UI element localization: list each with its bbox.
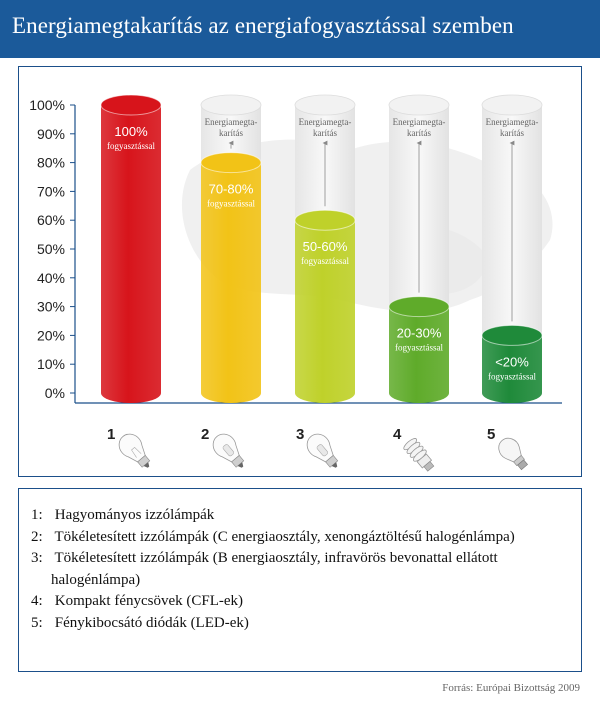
legend-number: 4: — [31, 593, 43, 609]
y-tick-label: 80% — [36, 154, 65, 171]
bar-sublabel: fogyasztással — [301, 256, 349, 267]
bar-sublabel: fogyasztással — [107, 141, 155, 151]
bar-4 — [389, 95, 449, 403]
bar-top — [101, 95, 161, 115]
savings-label: Energiamegta-karítás — [485, 117, 539, 138]
savings-label: Energiamegta-karítás — [204, 117, 258, 138]
bar-top — [295, 210, 355, 230]
y-tick-label: 100% — [29, 97, 65, 113]
bulb-icons — [114, 429, 532, 474]
bar-2 — [201, 95, 261, 403]
bar-5 — [482, 95, 542, 403]
x-tick-label: 5 — [487, 426, 496, 443]
y-tick-label: 20% — [36, 327, 65, 344]
bar-sublabel: fogyasztással — [207, 198, 255, 209]
bar-top — [389, 297, 449, 317]
bar-sublabel: fogyasztással — [395, 342, 443, 353]
legend-number: 5: — [31, 614, 43, 631]
y-tick-label: 40% — [36, 269, 65, 286]
y-tick-label: 60% — [36, 212, 65, 229]
bar-savings-top — [295, 95, 355, 115]
legend-text: Tökéletesített izzólámpák (B energiaosztály, infravörös bevonattal ellátott — [51, 550, 498, 566]
legend-box — [18, 488, 582, 672]
y-tick-label: 0% — [44, 385, 65, 401]
led-bulb-icon — [494, 434, 532, 474]
bar-top — [482, 325, 542, 345]
legend-text: Hagyományos izzólámpák — [51, 507, 215, 523]
bar-1 — [101, 95, 161, 403]
legend-item — [31, 548, 571, 591]
y-tick-label: 10% — [36, 356, 65, 373]
bar-value-label: 100% — [114, 124, 148, 139]
legend-item — [31, 613, 571, 635]
bar-top — [201, 153, 261, 173]
x-axis-labels — [107, 426, 495, 443]
page-title: Energiamegtakarítás az energiafogyasztással szemben — [12, 13, 514, 38]
savings-label: Energiamegta-karítás — [392, 117, 446, 138]
legend-number: 3: — [31, 550, 43, 566]
x-tick-label: 1 — [107, 426, 116, 443]
x-tick-label: 3 — [296, 426, 305, 443]
legend-text-continued: halogénlámpa) — [51, 571, 141, 588]
bar-value-label: 70-80% — [208, 181, 254, 197]
bar-value-label: <20% — [495, 354, 529, 370]
bar-value-label: 50-60% — [302, 239, 348, 255]
source-note: Forrás: Európai Bizottság 2009 — [442, 682, 580, 694]
legend-number: 1: — [31, 507, 43, 523]
bar-fill — [389, 307, 449, 403]
bar-sublabel: fogyasztással — [488, 371, 536, 382]
cfl-bulb-icon — [402, 437, 437, 474]
legend-text: Fénykibocsátó diódák (LED-ek) — [51, 614, 249, 631]
y-tick-label: 70% — [36, 183, 65, 200]
legend-item — [31, 591, 571, 613]
halogen-bulb-icon — [302, 429, 344, 474]
y-tick-label: 30% — [36, 298, 65, 315]
x-tick-label: 4 — [393, 426, 402, 443]
y-tick-label: 50% — [36, 241, 65, 257]
legend-list — [31, 505, 571, 634]
bar-savings-top — [482, 95, 542, 115]
bar-value-label: 20-30% — [396, 325, 442, 341]
legend-text: Kompakt fénycsövek (CFL-ek) — [51, 593, 244, 609]
savings-label: Energiamegta-karítás — [298, 117, 352, 138]
bar-savings-top — [389, 95, 449, 115]
x-tick-label: 2 — [201, 426, 210, 443]
bar-3 — [295, 95, 355, 403]
legend-text: Tökéletesített izzólámpák (C energiaosztály, xenongáztöltésű halogénlámpa) — [51, 528, 515, 545]
legend-item — [31, 527, 571, 549]
legend-number: 2: — [31, 528, 43, 545]
bar-savings-top — [201, 95, 261, 115]
halogen-bulb-icon — [208, 429, 250, 474]
light-bulb-icon — [114, 429, 156, 474]
y-tick-label: 90% — [36, 125, 65, 142]
legend-item — [31, 505, 571, 527]
